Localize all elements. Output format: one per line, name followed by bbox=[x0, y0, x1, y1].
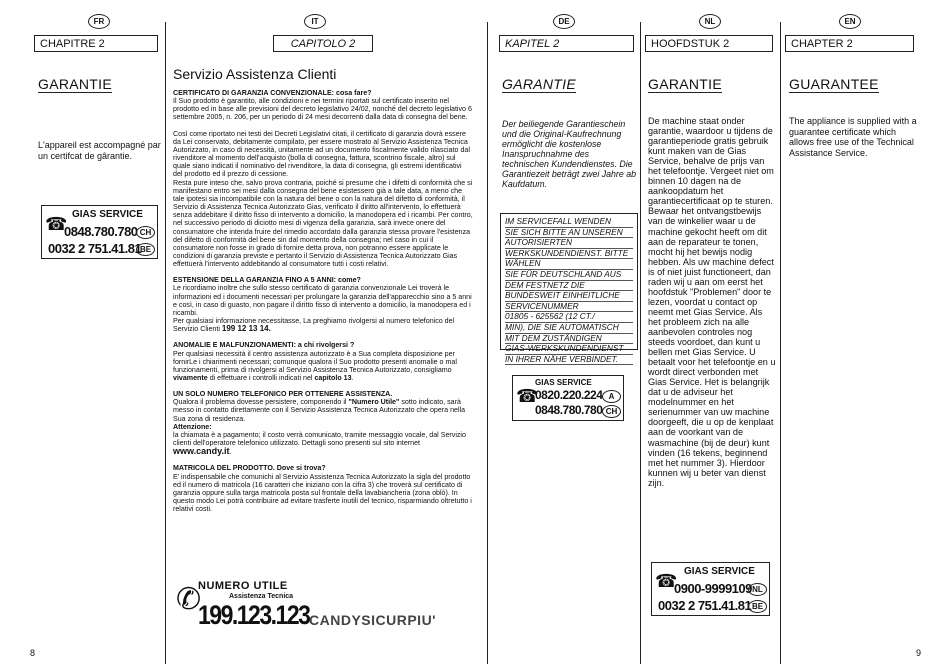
it-heading-single-number: UN SOLO NUMERO TELEFONICO PER OTTENERE ASSISTENZA. bbox=[173, 390, 393, 399]
it-paragraph: Così come riportato nei testi dei Decreti Legislativi citati, il certificato di garanzia dovrà essere da Lei conservato, debitamente compilato, per essere mostrato al Servizio Assistenza Tecnica Autorizzato, in caso di necessità, unitamente ad un documento fiscalmente valido rilasciato dal rivenditore al momento dell'acquisto (bolla di consegna, fattura, scontrino fiscale, altro) sul quale siano indicati il nominativo del rivenditore, la data di consegna, gli estremi identificativi del prodotto ed il prezzo di cessione. bbox=[173, 129, 470, 179]
chapter-header-it: CAPITOLO 2 bbox=[273, 35, 373, 52]
phone-icon: ☎ bbox=[45, 214, 68, 234]
title-de: GARANTIE bbox=[502, 76, 576, 92]
lang-badge-fr: FR bbox=[88, 14, 110, 29]
it-heading-certificate: CERTIFICATO DI GARANZIA CONVENZIONALE: cosa fare? bbox=[173, 89, 372, 97]
it-heading-anomalies: ANOMALIE E MALFUNZIONAMENTI: a chi rivolgersi ? bbox=[173, 341, 355, 350]
assistenza-label: Assistenza Tecnica bbox=[229, 593, 294, 600]
de-box-line: DEM FESTNETZ DIE bbox=[505, 281, 633, 292]
gias-name: GIAS SERVICE bbox=[535, 378, 592, 387]
de-box-line: IM SERVICEFALL WENDEN bbox=[505, 217, 633, 228]
chapter-header-de: KAPITEL 2 bbox=[499, 35, 634, 52]
numero-utile-logo bbox=[176, 578, 310, 630]
numero-utile-number: 199.123.123 bbox=[198, 599, 310, 630]
gias-service-box-de bbox=[512, 375, 624, 421]
text-fr: L'appareil est accompagné par un certifcat de gârantie. bbox=[38, 140, 161, 161]
title-en: GUARANTEE bbox=[789, 76, 879, 92]
page-number-right: 9 bbox=[916, 648, 922, 658]
it-heading-extension: ESTENSIONE DELLA GARANZIA FINO A 5 ANNI: come? bbox=[173, 276, 361, 285]
gias-service-box-nl bbox=[651, 562, 770, 616]
lang-badge-de: DE bbox=[553, 14, 575, 29]
gias-name: GIAS SERVICE bbox=[72, 209, 143, 220]
country-code-be: BE bbox=[748, 600, 767, 613]
gias-number-nl: 0900-9999109 bbox=[674, 581, 752, 596]
country-code-ch: CH bbox=[602, 405, 621, 418]
gias-number-ch: 0848.780.780 bbox=[535, 403, 603, 417]
de-box-line: IN IHRER NÄHE VERBINDET. bbox=[505, 355, 633, 366]
title-it: Servizio Assistenza Clienti bbox=[173, 66, 337, 82]
column-divider bbox=[640, 22, 641, 664]
title-fr: GARANTIE bbox=[38, 76, 112, 92]
de-box-line: 01805 - 625562 (12 CT./ bbox=[505, 312, 633, 323]
lang-badge-it: IT bbox=[304, 14, 326, 29]
country-code-be: BE bbox=[136, 243, 155, 256]
it-body: CERTIFICATO DI GARANZIA CONVENZIONALE: cosa fare? Il Suo prodotto è garantito, alle condizioni e nei termini riportati sul certificato inserito nel prodotto ed in base alle previsioni del decreto legislativo 24/02, nonché del decreto legislativo 6 settembre 2005, n. 206, per un periodo di 24 mesi decorrenti dalla data di consegna del bene. Così come riportato nei testi dei Decreti Legislativi citati, il certificato di garanzia dovrà essere da Lei conservato, debitamente compilato, per essere mostrato al Servizio Assistenza Tecnica Autorizzato, in caso di necessità, unitamente ad un documento fiscalmente valido rilasciato dal rivenditore al momento dell'acquisto (bolla di consegna, fattura, scontrino fiscale, altro) sul quale siano indicati il nominativo del rivenditore, la data di consegna, gli estremi identificativi del prodotto ed il prezzo di cessione. Resta pure inteso che, salvo prova contraria, poiché si presume che i difetti di conformità che si manifestano entro sei mesi dalla consegna del bene esistessero già a tale data, a meno che tale ipotesi sia incompatibile con la natura del bene o con la natura del difetto di conformità, il Servizio di Assistenza Tecnica Autorizzato Gias, verificato il diritto all'intervento, lo effettuerà senza addebitare il diritto fisso di intervento a domicilio, la manodopera ed i ricambi. Per contro, nel successivo periodo di diciotto mesi di vigenza della garanzia, sarà invece onere del consumatore che intenda fruire del rimedio accordato dalla garanzia stessa provare l'esistenza del difetto di conformità del bene sin dal momento della consegna; nel caso in cui il consumatore non fosse in grado di fornire detta prova, non potranno essere applicate le condizioni di garanzia previste e pertanto il Servizio di Assistenza Tecnica Autorizzato Gias effettuerà l'intervento addebitando al consumatore tutti i costi relativi. ESTENSIONE DELLA GARANZIA FINO A 5 ANNI: come? Le ricordiamo inoltre che sullo stesso certificato di garanzia convenzionale Lei troverà le informazioni ed i documenti necessari per prolungare la garanzia dell'apparecchio sino a 5 anni e così, in caso di guasto, non pagare il diritto fisso di intervento a domicilio, la manodopera ed i ricambi. Per qualsiasi informazione necessitasse, La preghiamo rivolgersi al numero telefonico del Servizio Clienti 199 12 13 14. ANOMALIE E MALFUNZIONAMENTI: a chi rivolgersi ? Per qualsiasi necessità il centro assistenza autorizzato è a Sua completa disposizione per fornirLe i chiarimenti necessari; comunque qualora il Suo prodotto presenti anomalie o mal funzionamenti, prima di rivolgersi al Servizio Assistenza Tecnica Autorizzato, consigliamo vivamente di effettuare i controlli indicati nel capitolo 13. UN SOLO NUMERO TELEFONICO PER OTTENERE ASSISTENZA. Qualora il problema dovesse persistere, componendo il "Numero Utile" sotto indicato, sarà messo in contatto direttamente con il Servizio Assistenza Tecnica Autorizzato che opera nella Sua zona di residenza. Attenzione: la chiamata è a pagamento; il costo verrà comunicato, tramite messaggio vocale, dal Servizio clienti dell'operatore telefonico utilizzato. Dettagli sono presenti sul sito internet www.candy.it. MATRICOLA DEL PRODOTTO. Dove si trova? E' indispensabile che comunichi al Servizio Assistenza Tecnica Autorizzato la sigla del prodotto ed il numero di matricola (16 caratteri che iniziano con la cifra 3) che troverà sul certificato di garanzia oppure sulla targa matricola posta sul frontale della lavabiancheria (zona oblò). In questo modo Lei potrà contribuire ad evitare trasferte inutili del tecnico, risparmiando oltretutto i relativi costi. bbox=[173, 89, 473, 514]
column-divider bbox=[165, 22, 166, 664]
candy-sicurpiu-logo: CANDYSICURPIU' bbox=[309, 612, 437, 628]
gias-number-be: 0032 2 751.41.81 bbox=[658, 598, 752, 613]
gias-number-be: 0032 2 751.41.81 bbox=[48, 241, 142, 256]
lang-badge-en: EN bbox=[839, 14, 861, 29]
de-box-line: WERKSKUNDENDIENST. BITTE bbox=[505, 249, 633, 260]
it-paragraph: Le ricordiamo inoltre che sullo stesso certificato di garanzia convenzionale Lei troverà le informazioni ed i documenti necessari per prolungare la garanzia dell'apparecchio sino a 5 anni e così, in caso di guasto, non pagare il diritto fisso di intervento a domicilio, la manodopera ed i ricambi. bbox=[173, 284, 472, 317]
de-box-line: GIAS-WERKSKUNDENDIENST bbox=[505, 344, 633, 355]
it-chapter-ref: capitolo 13 bbox=[314, 374, 352, 382]
it-paragraph: Qualora il problema dovesse persistere, componendo il bbox=[173, 398, 347, 407]
gias-service-box-fr bbox=[41, 205, 158, 259]
chapter-header-fr: CHAPITRE 2 bbox=[34, 35, 158, 52]
chapter-header-en: CHAPTER 2 bbox=[785, 35, 914, 52]
de-box-line: AUTORISIERTEN bbox=[505, 238, 633, 249]
de-box-line: MIN), DIE SIE AUTOMATISCH bbox=[505, 323, 633, 334]
text-en: The appliance is supplied with a guarantee certificate which allows free use of the Technical Assistance Service. bbox=[789, 116, 917, 158]
title-nl: GARANTIE bbox=[648, 76, 722, 92]
text-de: Der beiliegende Garantieschein und die Original-Kaufrechnung ermöglicht die kostenlose Inanspruchnahme des technischen Kundendienstes. Die Garantiezeit beträgt zwei Jahre ab Kaufdatum. bbox=[502, 119, 636, 189]
numero-utile-label: NUMERO UTILE bbox=[198, 580, 288, 592]
it-paragraph: la chiamata è a pagamento; il costo verrà comunicato, tramite messaggio vocale, dal Servizio clienti dell'operatore telefonico utilizzato. Dettagli sono presenti sul sito internet bbox=[173, 430, 466, 448]
it-heading-serial: MATRICOLA DEL PRODOTTO. Dove si trova? bbox=[173, 464, 326, 473]
de-box-line: SIE SICH BITTE AN UNSEREN bbox=[505, 228, 633, 239]
chapter-header-nl: HOOFDSTUK 2 bbox=[645, 35, 773, 52]
column-divider bbox=[780, 22, 781, 664]
column-divider bbox=[487, 22, 488, 664]
it-attention: Attenzione: bbox=[173, 422, 212, 431]
de-box-line: SIE FÜR DEUTSCHLAND AUS bbox=[505, 270, 633, 281]
phone-handset-icon: ✆ bbox=[176, 583, 202, 616]
page-number-left: 8 bbox=[30, 648, 36, 658]
gias-name: GIAS SERVICE bbox=[684, 566, 755, 577]
de-box-line: MIT DEM ZUSTÄNDIGEN bbox=[505, 334, 633, 345]
it-paragraph: Il Suo prodotto è garantito, alle condizioni e nei termini riportati sul certificato inserito nel prodotto ed in base alle previsioni del decreto legislativo 24/02, nonché del decreto legislativo 6 settembre 2005, n. 206, per un periodo di 24 mesi decorrenti dalla data di consegna del bene. bbox=[173, 97, 472, 122]
de-service-box bbox=[500, 213, 638, 364]
it-phone-number: 199 12 13 14. bbox=[221, 324, 271, 334]
gias-number-ch: 0848.780.780 bbox=[64, 224, 138, 239]
it-paragraph: Per qualsiasi necessità il centro assistenza autorizzato è a Sua completa disposizione per fornirLe i chiarimenti necessari; comunque qualora il Suo prodotto presenti anomalie o mal funzionamenti, prima di rivolgersi al Servizio Assistenza Tecnica Autorizzato, consigliamo bbox=[173, 349, 457, 374]
de-box-line: BUNDESWEIT EINHEITLICHE bbox=[505, 291, 633, 302]
it-paragraph: Resta pure inteso che, salvo prova contraria, poiché si presume che i difetti di conformità che si manifestano entro sei mesi dalla consegna del bene esistessero già a tale data, a meno che tale ipotesi sia incompatibile con la natura del bene o con la natura del difetto di conformità, il Servizio di Assistenza Tecnica Autorizzato Gias, verificato il diritto all'intervento, lo effettuerà senza addebitare il diritto fisso di intervento a domicilio, la manodopera ed i ricambi. Per contro, nel successivo periodo di diciotto mesi di vigenza della garanzia, sarà invece onere del consumatore che intenda fruire del rimedio accordato dalla garanzia stessa provare l'esistenza del difetto di conformità del bene sin dal momento della consegna; nel caso in cui il consumatore non fosse in grado di fornire detta prova, non potranno essere applicate le condizioni di garanzia previste e pertanto il Servizio di Assistenza Tecnica Autorizzato Gias effettuerà l'intervento addebitando al consumatore tutti i costi relativi. bbox=[173, 178, 473, 269]
phone-icon: ☎ bbox=[655, 571, 678, 591]
it-paragraph: di effettuare i controlli indicati nel bbox=[209, 374, 313, 382]
it-paragraph: E' indispensabile che comunichi al Servizio Assistenza Tecnica Autorizzato la sigla del prodotto ed il numero di matricola (16 caratteri che iniziano con la cifra 3) che troverà sul certificato di garanzia oppure sulla targa matricola posta sul frontale della lavabiancheria (zona oblò). In questo modo Lei potrà contribuire ad evitare trasferte inutili del tecnico, risparmiando oltretutto i relativi costi. bbox=[173, 472, 472, 514]
de-box-line: WÄHLEN bbox=[505, 259, 633, 270]
gias-number-a: 0820.220.224 bbox=[535, 388, 603, 402]
it-emphasis: vivamente bbox=[173, 374, 208, 382]
it-emphasis: "Numero Utile" bbox=[348, 398, 400, 407]
it-paragraph: Per qualsiasi informazione necessitasse, La preghiamo rivolgersi al numero telefonico del Servizio Clienti bbox=[173, 317, 455, 334]
it-paragraph: sotto indicato, sarà messo in contatto direttamente con il Servizio Assistenza Tecnica Autorizzato che opera nella Sua zona di residenza. bbox=[173, 398, 466, 423]
phone-icon: ☎ bbox=[516, 386, 539, 406]
text-nl: De machine staat onder garantie, waardoor u tijdens de garantieperiode gratis gebruik kunt maken van de Gias Service, behalve de prijs van het telefoontje. Vergeet niet om binnen 10 dagen na de aankoopdatum het garantiecertificaat op te sturen. Bewaar het ontvangstbewijs van de winkelier waar u de machine gekocht heeft om dit aan de reparateur te tonen, mocht hij het bewijs nodig hebben. Als uw machine defect is of niet juist functioneert, dan raden wij u aan om eerst het hoofdstuk "Problemen" door te lezen, voordat u contact op neemt met Gias Service. Als het probleem zich na alle aanbevolen controles nog steeds voordoet, dan kunt u bellen met Gias Service. U betaalt voor het telefoontje en u wordt direct verbonden met Gias Service. Het is belangrijk dat u de adviseur het modelnummer en het serienummer van uw machine doorgeeft, die u op de kenplaat aan de voorkant van de wasmachine (bij de deur) kunt vinden (16 tekens, beginnend met het nummer 3). Hierdoor kunnen wij u beter van dienst zijn. bbox=[648, 116, 776, 488]
it-website-link[interactable]: www.candy.it bbox=[173, 446, 230, 457]
country-code-a: A bbox=[602, 390, 621, 403]
lang-badge-nl: NL bbox=[699, 14, 721, 29]
de-box-line: SERVICENUMMER bbox=[505, 302, 633, 313]
country-code-nl: NL bbox=[748, 583, 767, 596]
country-code-ch: CH bbox=[136, 226, 155, 239]
